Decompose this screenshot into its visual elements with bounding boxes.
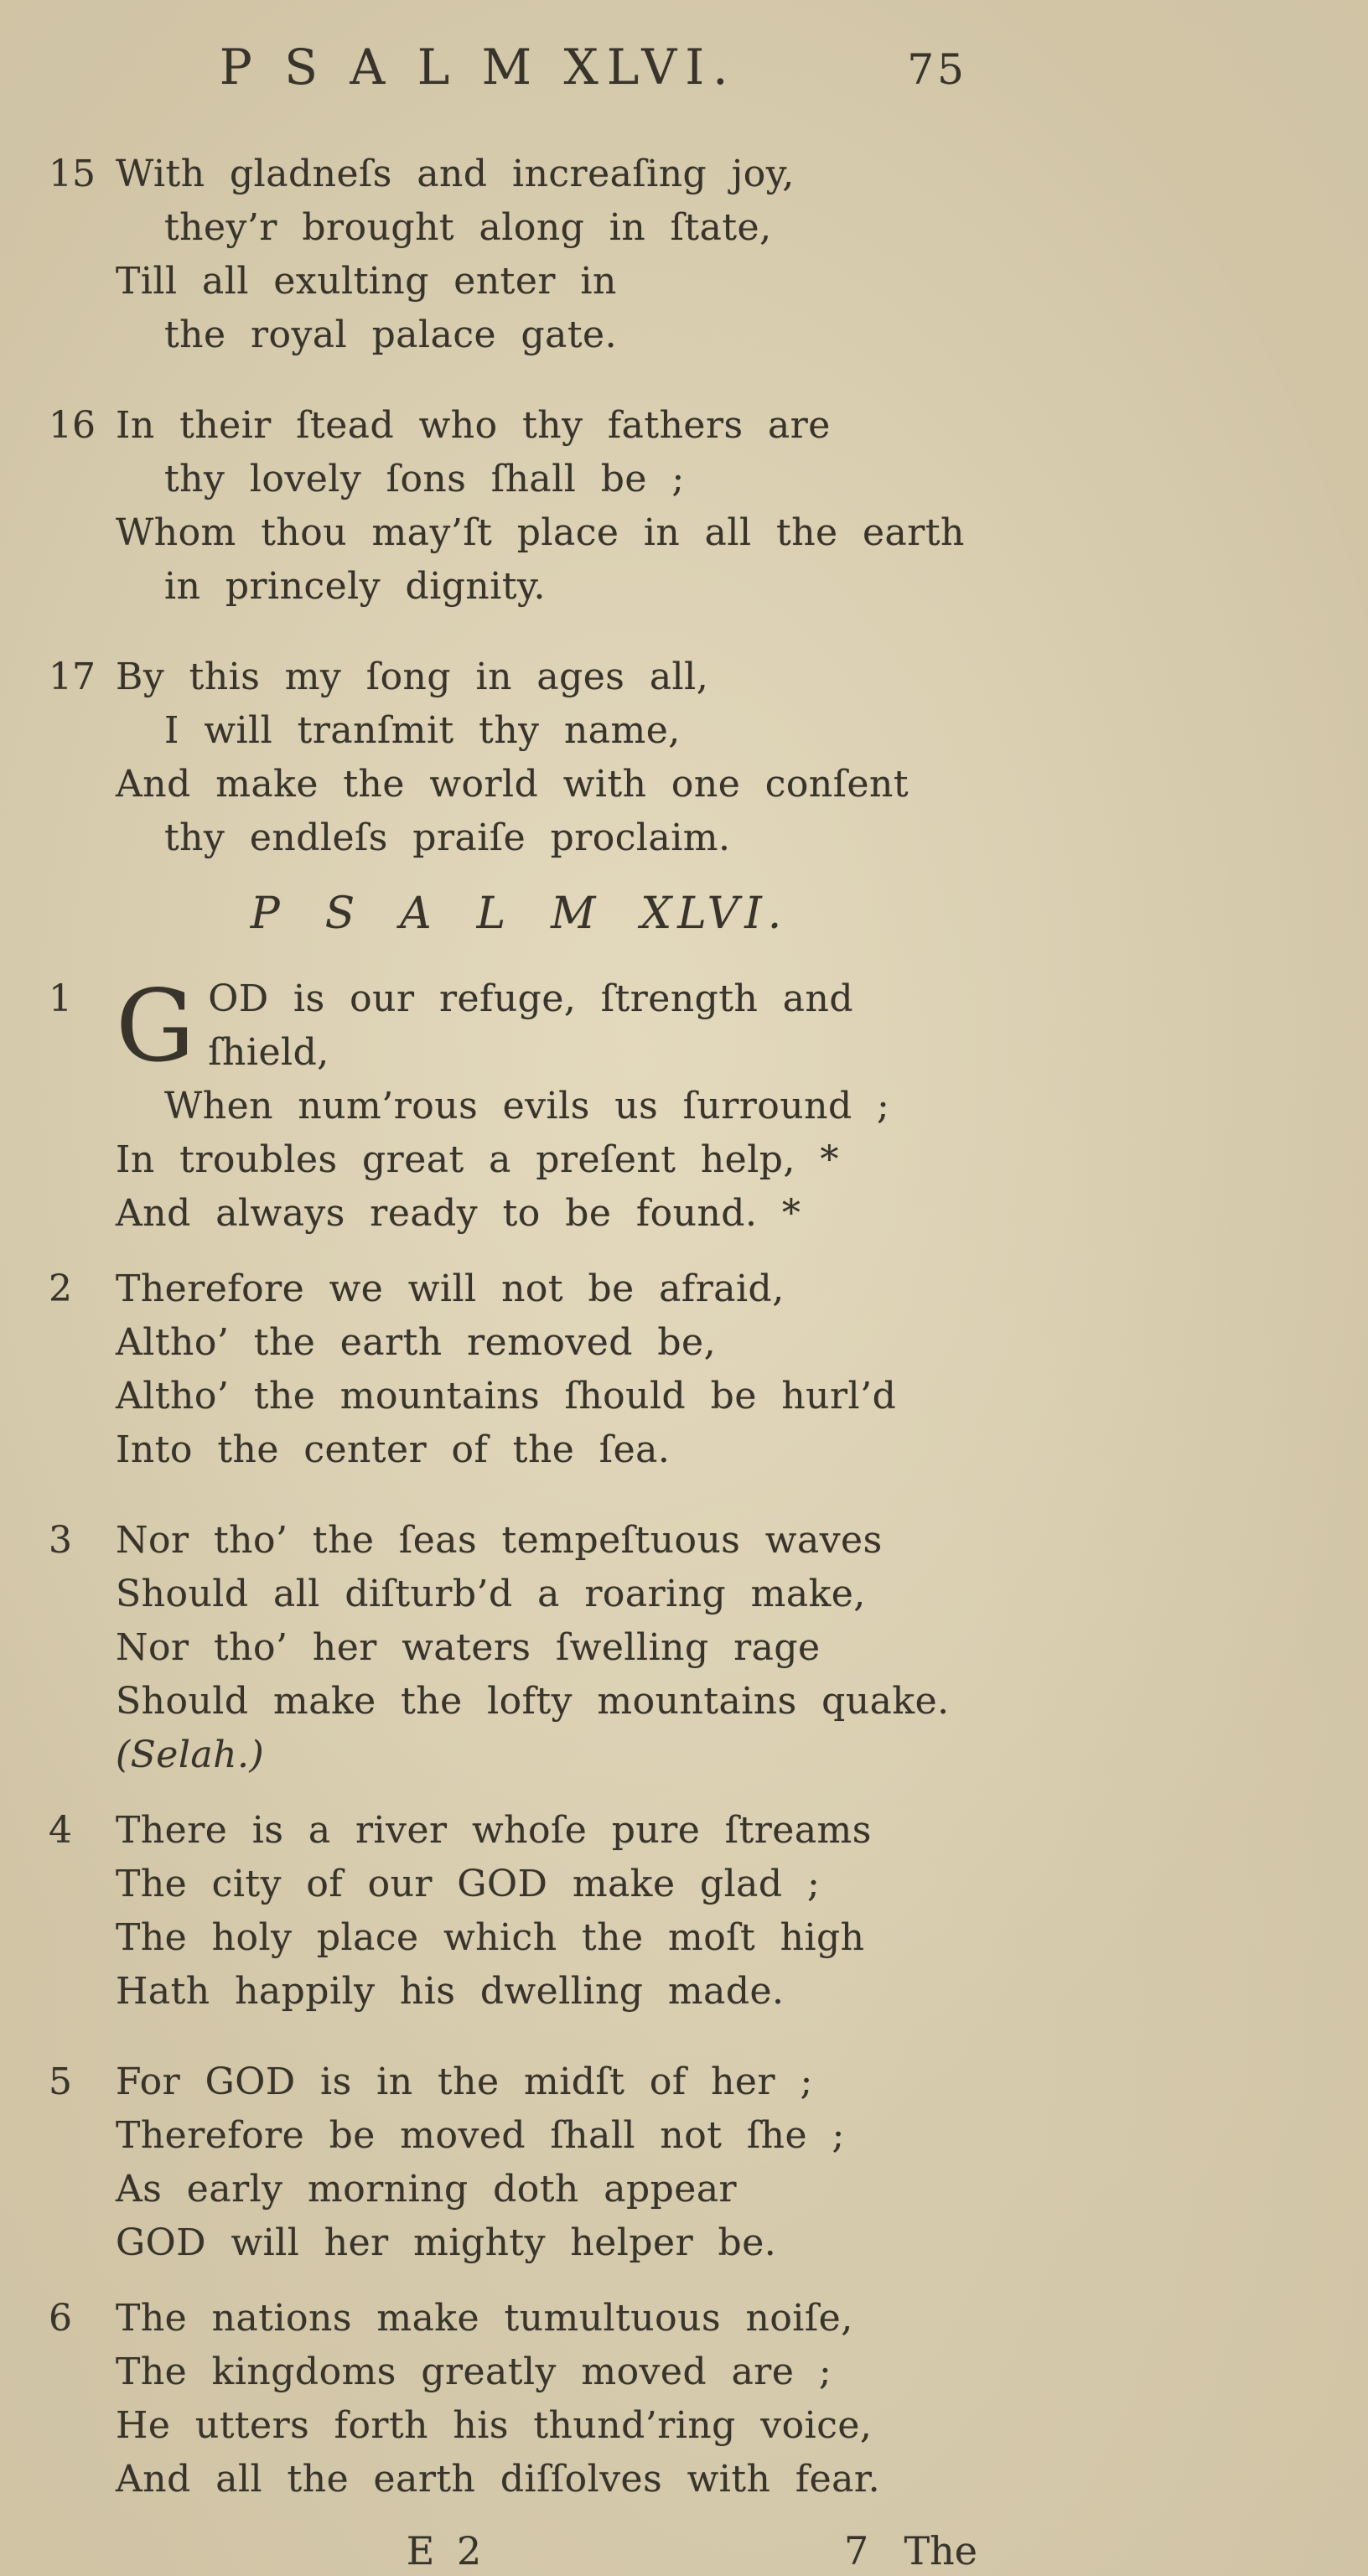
page-number: 75 — [907, 45, 967, 94]
verse-line: In their ſtead who thy fathers are — [116, 404, 831, 447]
verse-line: Hath happily his dwelling made. — [116, 1970, 785, 2013]
verse-line: Therefore be moved ſhall not ſhe ; — [116, 2114, 845, 2157]
verse-line: I will tranſmit thy name, — [164, 709, 681, 752]
verse-line: Whom thou may’ſt place in all the earth — [116, 511, 965, 554]
psalm-heading: P S A L M XLVI. — [250, 889, 788, 939]
verse-number: 15 — [49, 153, 96, 195]
verse-lines — [116, 399, 989, 614]
running-head — [49, 39, 989, 96]
verse-line: OD is our refuge, ſtrength and ſhield, — [208, 977, 854, 1074]
verse — [49, 1804, 989, 2019]
verse-number: 1 — [49, 977, 72, 1020]
verse — [49, 1514, 989, 1782]
verse-line: The city of our GOD make glad ; — [116, 1863, 821, 1905]
verse-line: And all the earth diſſolves with fear. — [116, 2458, 881, 2501]
verse-lines — [116, 968, 989, 1241]
verse-line: Nor tho’ her waters ſwelling rage — [116, 1626, 821, 1669]
verse-lines — [116, 148, 989, 362]
verse-number: 4 — [49, 1809, 72, 1852]
verse-lines — [116, 2055, 989, 2270]
verse-line: In troubles great a preſent help, * — [116, 1138, 839, 1181]
verse-number: 5 — [49, 2060, 72, 2103]
verse-line: thy endleſs praiſe proclaim. — [164, 816, 731, 859]
verse-line: There is a river whoſe pure ſtreams — [116, 1809, 872, 1852]
closing-verses-section — [49, 148, 989, 865]
verse — [49, 2292, 989, 2506]
drop-cap: G — [116, 968, 195, 1084]
verse-number: 3 — [49, 1519, 72, 1562]
verse-line: in princely dignity. — [164, 565, 547, 608]
verse — [49, 399, 989, 614]
verse-number: 16 — [49, 404, 96, 447]
verse-line: The kingdoms greatly moved are ; — [116, 2351, 832, 2393]
verse-line: As early morning doth appear — [116, 2168, 738, 2211]
verse-line: the royal palace gate. — [164, 314, 618, 356]
verse-number: 2 — [49, 1267, 72, 1310]
verse-line: Should all diſturb’d a roaring make, — [116, 1573, 866, 1615]
verse-line: Should make the lofty mountains quake. (Selah.) — [116, 1680, 950, 1776]
verse-line: thy lovely ſons ſhall be ; — [164, 458, 685, 500]
verse-line: And make the world with one conſent — [116, 763, 909, 806]
verse-line: Till all exulting enter in — [116, 260, 617, 303]
verse-number: 6 — [49, 2297, 72, 2340]
verse-lines — [116, 2292, 989, 2506]
page-title: P S A L M XLVI. — [219, 39, 737, 96]
verse-lines — [116, 650, 989, 865]
verse-line: With gladneſs and increaſing joy, — [116, 153, 795, 195]
verse-line: He utters forth his thund’ring voice, — [116, 2404, 873, 2447]
verse-line: Into the center of the ſea. — [116, 1428, 671, 1471]
verse-line: GOD will her mighty helper be. — [116, 2221, 777, 2264]
verse-lines — [116, 1804, 989, 2019]
verse-line: By this my ſong in ages all, — [116, 656, 709, 698]
psalm-verses-section — [49, 968, 989, 2506]
verse-line: Nor tho’ the ſeas tempeſtuous waves — [116, 1519, 883, 1562]
verse-number: 17 — [49, 656, 96, 698]
verse — [49, 2055, 989, 2270]
verse-line: And always ready to be found. * — [116, 1192, 801, 1235]
verse-line: For GOD is in the midſt of her ; — [116, 2060, 813, 2103]
verse-line: Altho’ the earth removed be, — [116, 1321, 717, 1364]
verse-line: When num’rous evils us ſurround ; — [164, 1085, 890, 1127]
page-footer — [49, 2528, 989, 2573]
verse-lines — [116, 1514, 989, 1782]
verse-line: Therefore we will not be afraid, — [116, 1267, 785, 1310]
verse — [49, 968, 989, 1241]
verse-line: The holy place which the moſt high — [116, 1916, 865, 1959]
verse-line: they’r brought along in ſtate, — [164, 206, 772, 249]
catchword: 7 The — [843, 2528, 977, 2573]
verse — [49, 1262, 989, 1477]
verse-line: Altho’ the mountains ſhould be hurl’d — [116, 1375, 897, 1418]
verse-lines — [116, 1262, 989, 1477]
text-column — [49, 39, 989, 2573]
signature-mark: E 2 — [406, 2528, 487, 2573]
verse — [49, 148, 989, 362]
verse-line: The nations make tumultuous noiſe, — [116, 2297, 853, 2340]
selah-note: (Selah.) — [116, 1734, 265, 1776]
verse — [49, 650, 989, 865]
